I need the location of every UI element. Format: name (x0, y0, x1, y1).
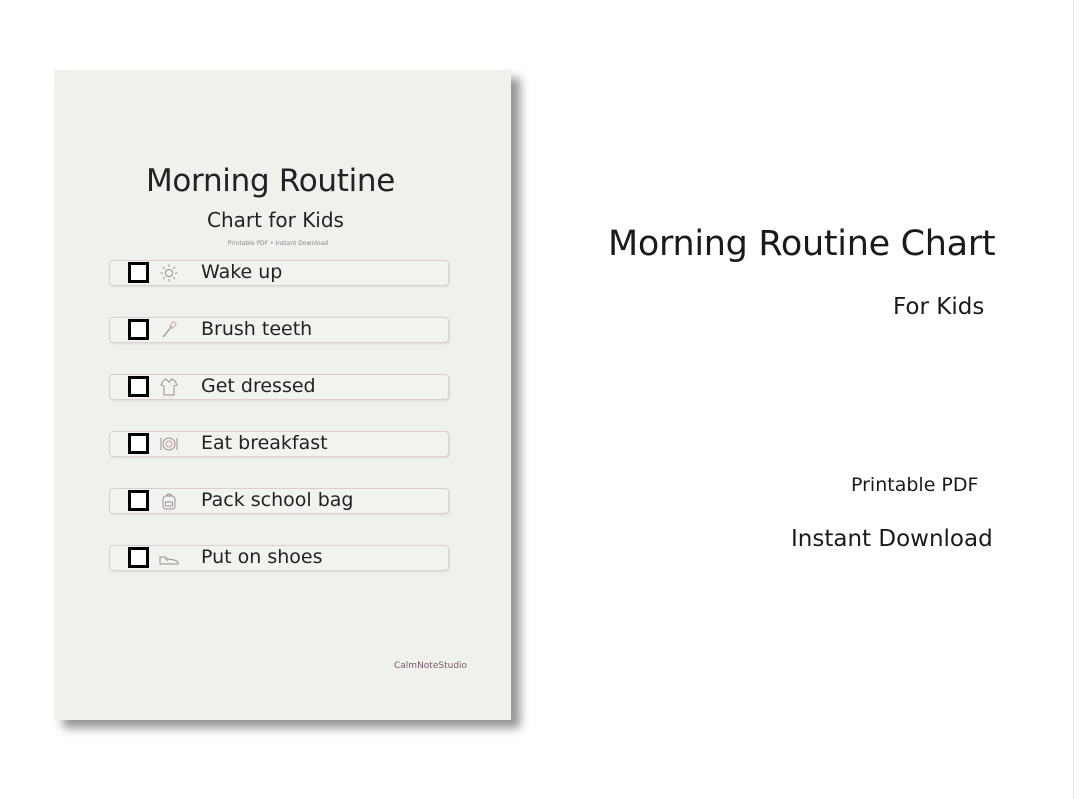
sheet-tagline: Printable PDF • Instant Download (227, 240, 329, 247)
task-checkbox[interactable] (128, 547, 149, 568)
sun-icon (159, 263, 179, 283)
brand-name: CalmNoteStudio (394, 661, 468, 671)
task-row-put-on-shoes (109, 545, 449, 571)
task-label: Eat breakfast (201, 432, 328, 454)
task-checkbox[interactable] (128, 490, 149, 511)
task-row-brush-teeth (109, 317, 449, 343)
task-label: Brush teeth (201, 318, 313, 340)
toothbrush-icon (159, 320, 179, 340)
task-row-pack-school-bag (109, 488, 449, 514)
task-label: Pack school bag (201, 489, 354, 511)
task-label: Put on shoes (201, 546, 323, 568)
chart-preview-sheet (54, 70, 511, 720)
instant-download-label: Instant Download (791, 526, 993, 552)
shoe-icon (159, 548, 179, 568)
task-checkbox[interactable] (128, 433, 149, 454)
task-row-wake-up (109, 260, 449, 286)
task-row-eat-breakfast (109, 431, 449, 457)
backpack-icon (159, 491, 179, 511)
task-row-get-dressed (109, 374, 449, 400)
task-label: Wake up (201, 261, 283, 283)
task-checkbox[interactable] (128, 262, 149, 283)
product-subtitle: For Kids (893, 294, 985, 320)
page-edge-divider (1073, 0, 1074, 799)
task-checkbox[interactable] (128, 319, 149, 340)
shirt-icon (159, 377, 179, 397)
task-checkbox[interactable] (128, 376, 149, 397)
task-label: Get dressed (201, 375, 316, 397)
plate-icon (159, 434, 179, 454)
product-title: Morning Routine Chart (608, 224, 996, 264)
printable-pdf-label: Printable PDF (851, 474, 979, 496)
sheet-title: Morning Routine (145, 163, 396, 199)
sheet-subtitle: Chart for Kids (207, 208, 344, 232)
